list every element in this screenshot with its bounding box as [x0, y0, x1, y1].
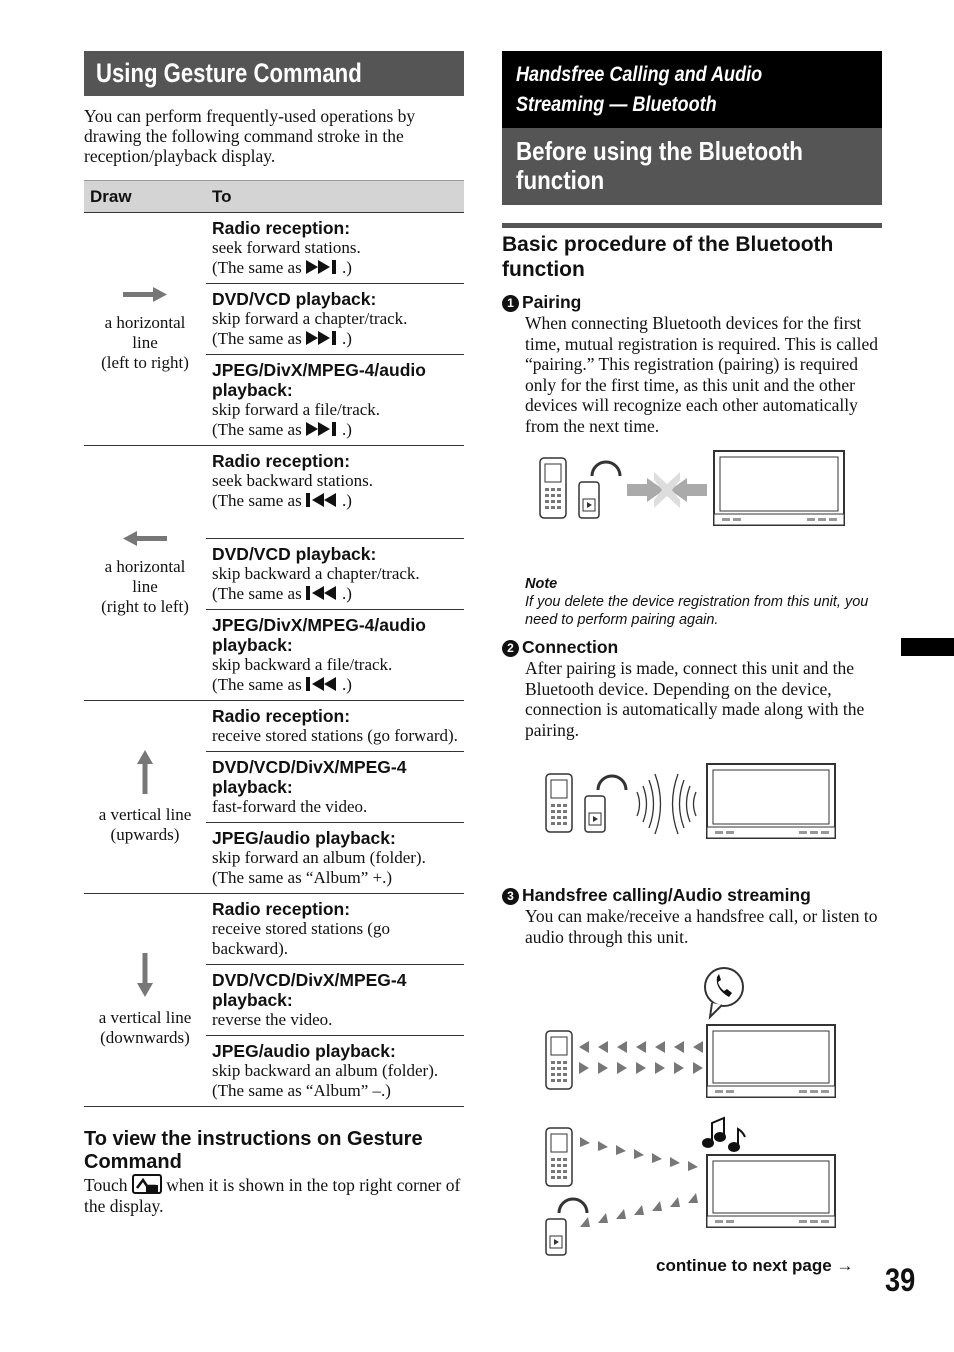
- right-column: [502, 51, 882, 1270]
- music-note-icon: [703, 1118, 745, 1151]
- to-cell: JPEG/audio playback: skip forward an album (folder). (The same as “Album” +.): [206, 823, 464, 894]
- step-number-badge: 1: [502, 295, 519, 312]
- bluetooth-title-banner: Before using the Bluetooth function: [502, 128, 882, 205]
- head-unit-display: [707, 1155, 835, 1227]
- pairing-illustration: [502, 446, 882, 556]
- section-banner: Handsfree Calling and Audio Streaming — Bluetooth: [502, 51, 882, 128]
- step-pairing-text: When connecting Bluetooth devices for the first time, mutual registration is required. This is called “pairing.” This registration (pairing) is required only for the first time, as this unit and the other devices will recognize each other automatically from the next time.: [525, 313, 878, 436]
- to-cell: DVD/VCD playback: skip backward a chapter/track. (The same as .): [206, 539, 464, 610]
- view-instructions-heading: To view the instructions on Gesture Command: [84, 1128, 423, 1173]
- audio-player-icon: [579, 462, 620, 518]
- table-row: [84, 213, 464, 284]
- to-cell: JPEG/audio playback: skip backward an album (folder). (The same as “Album” –.): [206, 1036, 464, 1107]
- phone-icon: [546, 1031, 572, 1089]
- phone-icon: [546, 1128, 572, 1186]
- to-cell: Radio reception: seek backward stations. (The same as .): [206, 446, 464, 539]
- left-column: [84, 51, 464, 1216]
- divider: [502, 223, 882, 228]
- to-cell: DVD/VCD/DivX/MPEG-4 playback: reverse the video.: [206, 965, 464, 1036]
- draw-cell: a horizontal line (left to right): [84, 213, 206, 446]
- chapter-tab-marker: [901, 638, 954, 656]
- handsfree-streaming-illustration: [502, 965, 882, 1265]
- head-unit-display: [714, 451, 844, 525]
- connection-illustration: [502, 754, 882, 864]
- view-instructions-text: Touch when it is shown in the top right corner of the display.: [84, 1175, 461, 1216]
- step-pairing-heading: 1 Pairing: [502, 292, 882, 313]
- to-cell: Radio reception: receive stored stations (go backward).: [206, 894, 464, 965]
- continue-next-page: continue to next page →: [656, 1256, 854, 1275]
- to-cell: Radio reception: seek forward stations. (The same as .): [206, 213, 464, 284]
- table-row: [84, 701, 464, 752]
- to-cell: JPEG/DivX/MPEG-4/audio playback: skip backward a file/track. (The same as .): [206, 610, 464, 701]
- skip-forward-icon: [306, 260, 342, 274]
- pairing-arrows-icon: [627, 472, 707, 508]
- skip-back-icon: [306, 677, 342, 691]
- skip-forward-icon: [306, 422, 342, 436]
- audio-player-icon: [585, 776, 626, 832]
- step-number-badge: 3: [502, 888, 519, 905]
- step-connection-text: After pairing is made, connect this unit and the Bluetooth device. Depending on the device, connection is automatically made along with the pairing.: [525, 658, 865, 740]
- gesture-intro: You can perform frequently-used operations by drawing the following command stroke in the reception/playback display.: [84, 106, 416, 166]
- step-handsfree-text: You can make/receive a handsfree call, or listen to audio through this unit.: [525, 906, 878, 947]
- gesture-table: [84, 180, 464, 1107]
- page-number: 39: [885, 1262, 916, 1298]
- table-row: [84, 894, 464, 965]
- skip-forward-icon: [306, 331, 342, 345]
- to-cell: Radio reception: receive stored stations (go forward).: [206, 701, 464, 752]
- draw-cell: a horizontal line (right to left): [84, 446, 206, 701]
- col-to-header: To: [206, 181, 464, 213]
- gesture-title-banner: [84, 51, 464, 96]
- step-handsfree-heading: 3 Handsfree calling/Audio streaming: [502, 885, 882, 906]
- phone-icon: [546, 774, 572, 832]
- call-audio-arrows-icon: [579, 1041, 703, 1074]
- col-draw-header: Draw: [84, 181, 206, 213]
- wireless-signal-icon: [637, 774, 696, 834]
- head-unit-display: [707, 1025, 835, 1097]
- note-text: If you delete the device registration from this unit, you need to perform pairing again.: [525, 594, 869, 628]
- to-cell: DVD/VCD/DivX/MPEG-4 playback: fast-forward the video.: [206, 752, 464, 823]
- step-connection-heading: 2 Connection: [502, 637, 882, 658]
- basic-procedure-heading: Basic procedure of the Bluetooth function: [502, 233, 834, 281]
- note-label: Note: [525, 576, 558, 592]
- head-unit-display: [707, 764, 835, 838]
- arrow-down-icon: [137, 953, 153, 997]
- step-number-badge: 2: [502, 640, 519, 657]
- skip-back-icon: [306, 586, 342, 600]
- gesture-title: Using Gesture Command: [96, 58, 362, 88]
- draw-cell: a vertical line (upwards): [84, 701, 206, 894]
- arrow-up-icon: [137, 750, 153, 794]
- phone-icon: [540, 458, 566, 518]
- table-row: [84, 446, 464, 539]
- to-cell: JPEG/DivX/MPEG-4/audio playback: skip forward a file/track. (The same as .): [206, 355, 464, 446]
- to-cell: DVD/VCD playback: skip forward a chapter/track. (The same as .): [206, 284, 464, 355]
- gesture-command-icon: [132, 1174, 162, 1194]
- arrow-left-icon: [123, 530, 167, 546]
- stream-arrows-icon: [580, 1137, 698, 1227]
- phone-call-bubble-icon: [705, 968, 743, 1017]
- arrow-right-icon: [123, 286, 167, 302]
- draw-cell: a vertical line (downwards): [84, 894, 206, 1107]
- skip-back-icon: [306, 493, 342, 507]
- table-header: [84, 181, 464, 213]
